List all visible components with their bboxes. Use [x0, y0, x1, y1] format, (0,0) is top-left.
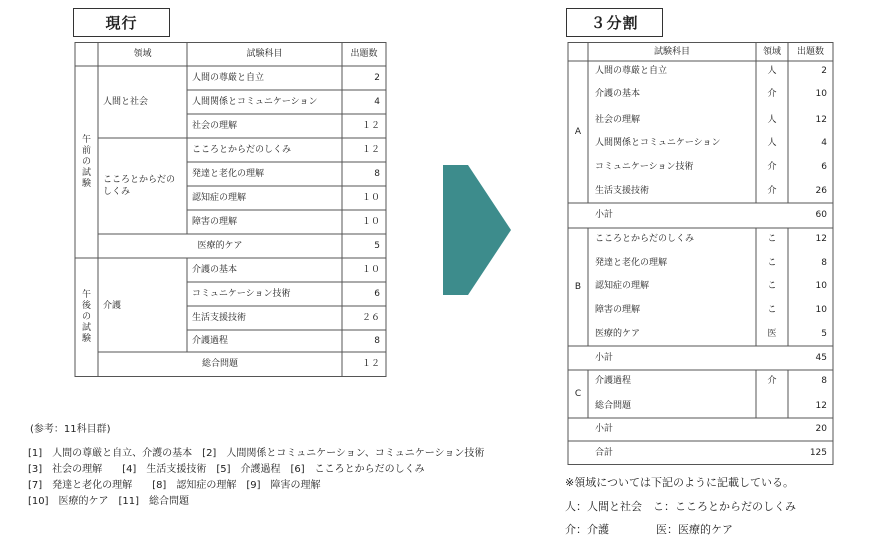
split-row-subject: 障害の理解	[595, 304, 641, 315]
grand-total-label: 合計	[595, 447, 614, 458]
split-row-area: 人	[767, 114, 777, 125]
grand-total-count: 125	[809, 447, 827, 458]
split-row-count: 12	[815, 233, 827, 244]
subtotal-c-count: 20	[815, 424, 827, 434]
current-row-count: 4	[374, 96, 380, 107]
split-row-subject: 発達と老化の理解	[595, 257, 668, 268]
split-row-subject: 人間関係とコミュニケーション	[595, 137, 721, 148]
reference-line: [1] 人間の尊厳と自立、介護の基本 [2] 人間関係とコミュニケーション、コミュニケーション技術	[28, 448, 485, 459]
current-row-count: １０	[361, 264, 380, 275]
split-row-count: 12	[815, 400, 827, 411]
split-row-subject: 介護の基本	[595, 88, 641, 99]
split-row-area: 介	[767, 185, 777, 196]
split-row-subject: 社会の理解	[595, 114, 641, 125]
current-row-count: 8	[374, 168, 380, 179]
current-row-subject: こころとからだのしくみ	[192, 144, 292, 155]
current-row-count: １０	[361, 192, 380, 203]
current-row-count: 5	[374, 240, 380, 251]
area-mind-body: こころとからだの しくみ	[103, 175, 176, 197]
split-row-subject: 認知症の理解	[595, 280, 650, 291]
current-row-count: 6	[374, 288, 380, 299]
split-row-count: 8	[821, 257, 827, 268]
current-header-area: 領域	[133, 49, 152, 59]
split-row-area: こ	[767, 257, 777, 268]
area-medical-care: 医療的ケア	[197, 240, 243, 251]
split-row-area: こ	[767, 233, 777, 244]
split-row-count: 10	[815, 280, 827, 291]
current-row-count: １２	[361, 120, 380, 131]
current-row-subject: 障害の理解	[192, 216, 238, 227]
current-row-subject: 社会の理解	[192, 120, 238, 131]
split-row-count: 8	[821, 375, 827, 386]
subtotal-c-label: 小計	[595, 424, 614, 434]
subtotal-b-label: 小計	[595, 352, 614, 363]
reference-line: [3] 社会の理解 [4] 生活支援技術 [5] 介護過程 [6] こころとからだのしくみ	[28, 464, 425, 475]
group-a-label: A	[574, 126, 582, 137]
area-care: 介護	[103, 300, 122, 311]
split-row-subject: 介護過程	[595, 375, 632, 386]
split-row-count: 5	[821, 328, 827, 339]
split-row-subject: 医療的ケア	[595, 328, 641, 339]
current-row-count: １０	[361, 216, 380, 227]
split-row-subject: 総合問題	[595, 400, 632, 411]
legend-care: 介：介護	[565, 523, 609, 536]
reference-line: [7] 発達と老化の理解 [8] 認知症の理解 [9] 障害の理解	[28, 480, 321, 491]
split-row-area: 人	[767, 65, 777, 76]
group-c-label: C	[574, 388, 582, 399]
current-row-subject: 発達と老化の理解	[192, 168, 265, 179]
split-header-area: 領域	[762, 46, 781, 57]
current-row-subject: 人間の尊厳と自立	[192, 72, 265, 83]
current-row-subject: コミュニケーション技術	[192, 288, 291, 299]
split-row-count: 6	[821, 161, 827, 172]
split-header-subject: 試験科目	[653, 46, 690, 57]
split-row-area: 介	[767, 161, 777, 172]
split-header-count: 出題数	[796, 46, 824, 57]
reference-line: [10] 医療的ケア [11] 総合問題	[28, 496, 190, 507]
split-row-count: 12	[815, 114, 827, 125]
legend-line-1: 人：人間と社会 こ：こころとからだのしくみ	[565, 500, 796, 513]
current-row-count: 2	[374, 72, 380, 83]
split-row-area: 介	[767, 375, 777, 386]
current-row-subject: 認知症の理解	[192, 192, 247, 203]
split-row-area: こ	[767, 304, 777, 315]
morning-exam-label: 午 前 の 試 験	[81, 134, 91, 189]
split-row-count: 10	[815, 304, 827, 315]
split-row-area: 介	[767, 88, 777, 99]
area-general: 総合問題	[201, 358, 238, 369]
reference-heading: (参考：11科目群)	[30, 424, 111, 435]
split-row-count: 26	[815, 185, 827, 196]
current-row-count: １２	[361, 358, 380, 369]
split-row-count: 4	[821, 137, 827, 148]
current-title: 現行	[73, 8, 170, 37]
current-row-count: ２６	[361, 312, 380, 323]
group-b-label: B	[574, 281, 582, 292]
current-header-count: 出題数	[350, 49, 378, 59]
current-row-subject: 介護過程	[192, 335, 229, 346]
split-row-area	[756, 396, 788, 416]
afternoon-exam-label: 午 後 の 試 験	[81, 289, 91, 344]
split-row-subject: 人間の尊厳と自立	[595, 65, 668, 76]
current-row-count: １２	[361, 144, 380, 155]
split-row-area: 人	[767, 137, 777, 148]
legend-note: ※領域については下記のように記載している。	[565, 476, 794, 489]
split-row-area: こ	[767, 280, 777, 291]
subtotal-a-count: 60	[815, 210, 827, 220]
current-row-subject: 生活支援技術	[192, 312, 247, 323]
current-row-count: 8	[374, 335, 380, 346]
split-row-subject: こころとからだのしくみ	[595, 233, 695, 244]
area-society: 人間と社会	[103, 96, 149, 107]
subtotal-b-count: 45	[815, 352, 827, 363]
three-split-title: ３分割	[566, 8, 663, 37]
subtotal-a-label: 小計	[595, 210, 614, 220]
split-row-area: 医	[767, 328, 777, 339]
split-row-subject: 生活支援技術	[595, 185, 650, 196]
split-row-subject: コミュニケーション技術	[595, 161, 694, 172]
split-row-count: 2	[821, 65, 827, 76]
current-row-subject: 人間関係とコミュニケーション	[192, 96, 318, 107]
legend-medical: 医：医療的ケア	[656, 523, 733, 536]
split-row-count: 10	[815, 88, 827, 99]
current-row-subject: 介護の基本	[192, 264, 238, 275]
current-header-subject: 試験科目	[246, 49, 283, 59]
